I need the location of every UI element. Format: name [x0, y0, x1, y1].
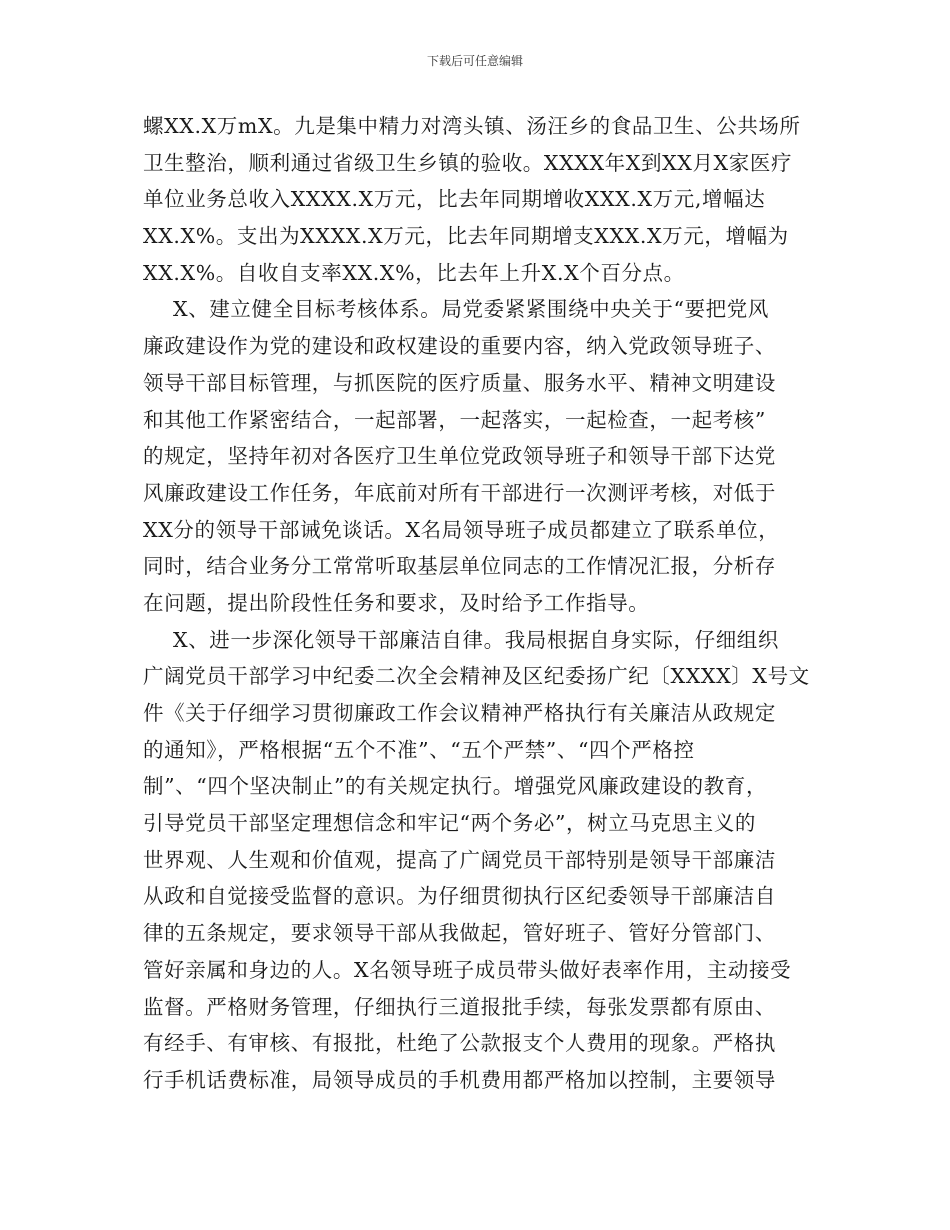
- text-line: 同时，结合业务分工常常听取基层单位同志的工作情况汇报，分析存: [143, 554, 776, 579]
- text-line: 世界观、人生观和价值观，提高了广阔党员干部特别是领导干部廉洁: [143, 847, 776, 872]
- text-line: XX.X%。支出为XXXX.X万元，比去年同期增支XXX.X万元，增幅为: [143, 224, 789, 249]
- text-line: X、进一步深化领导干部廉洁自律。我局根据自身实际，仔细组织: [173, 627, 779, 652]
- text-line: 律的五条规定，要求领导干部从我做起，管好班子、管好分管部门、: [143, 921, 776, 946]
- page-header: 下载后可任意编辑: [426, 54, 523, 68]
- text-line: 卫生整治，顺利通过省级卫生乡镇的验收。XXXX年X到XX月X家医疗: [143, 150, 793, 175]
- text-line: 监督。严格财务管理，仔细执行三道报批手续，每张发票都有原由、: [143, 994, 776, 1019]
- text-line: 制”、“四个坚决制止”的有关规定执行。增强党风廉政建设的教育，: [143, 774, 768, 799]
- text-line: 行手机话费标准，局领导成员的手机费用都严格加以控制，主要领导: [143, 1067, 776, 1092]
- text-line: 从政和自觉接受监督的意识。为仔细贯彻执行区纪委领导干部廉洁自: [143, 884, 776, 909]
- text-line: 管好亲属和身边的人。X名领导班子成员带头做好表率作用，主动接受: [143, 957, 792, 982]
- text-line: 在问题，提出阶段性任务和要求，及时给予工作指导。: [143, 590, 650, 615]
- paragraph-2: [143, 291, 813, 621]
- text-line: 广阔党员干部学习中纪委二次全会精神及区纪委扬广纪〔XXXX〕X号文: [143, 664, 810, 689]
- document-body: [143, 108, 813, 1099]
- paragraph-1: [143, 108, 813, 291]
- text-line: 螺XX.X万mX。九是集中精力对湾头镇、汤汪乡的食品卫生、公共场所: [143, 114, 801, 138]
- text-line: 引导党员干部坚定理想信念和牢记“两个务必”，树立马克思主义的: [143, 811, 756, 836]
- text-line: XX.X%。自收自支率XX.X%，比去年上升X.X个百分点。: [143, 260, 685, 285]
- text-line: 单位业务总收入XXXX.X万元，比去年同期增收XXX.X万元,增幅达: [143, 187, 766, 212]
- text-line: 和其他工作紧密结合，一起部署，一起落实，一起检查，一起考核”: [143, 407, 766, 432]
- text-line: 廉政建设作为党的建设和政权建设的重要内容，纳入党政领导班子、: [143, 334, 776, 359]
- text-line: X、建立健全目标考核体系。局党委紧紧围绕中央关于“要把党风: [173, 297, 769, 322]
- text-line: 的通知》，严格根据“五个不准”、“五个严禁”、“四个严格控: [143, 737, 695, 762]
- text-line: 领导干部目标管理，与抓医院的医疗质量、服务水平、精神文明建设: [143, 370, 776, 395]
- text-line: 的规定，坚持年初对各医疗卫生单位党政领导班子和领导干部下达党: [143, 444, 776, 469]
- paragraph-3: [143, 622, 813, 1099]
- text-line: 件《关于仔细学习贯彻廉政工作会议精神严格执行有关廉洁从政规定: [143, 701, 776, 725]
- text-line: XX分的领导干部诫免谈话。X名局领导班子成员都建立了联系单位，: [143, 517, 780, 542]
- text-line: 有经手、有审核、有报批，杜绝了公款报支个人费用的现象。严格执: [143, 1031, 776, 1056]
- text-line: 风廉政建设工作任务，年底前对所有干部进行一次测评考核，对低于: [143, 480, 776, 505]
